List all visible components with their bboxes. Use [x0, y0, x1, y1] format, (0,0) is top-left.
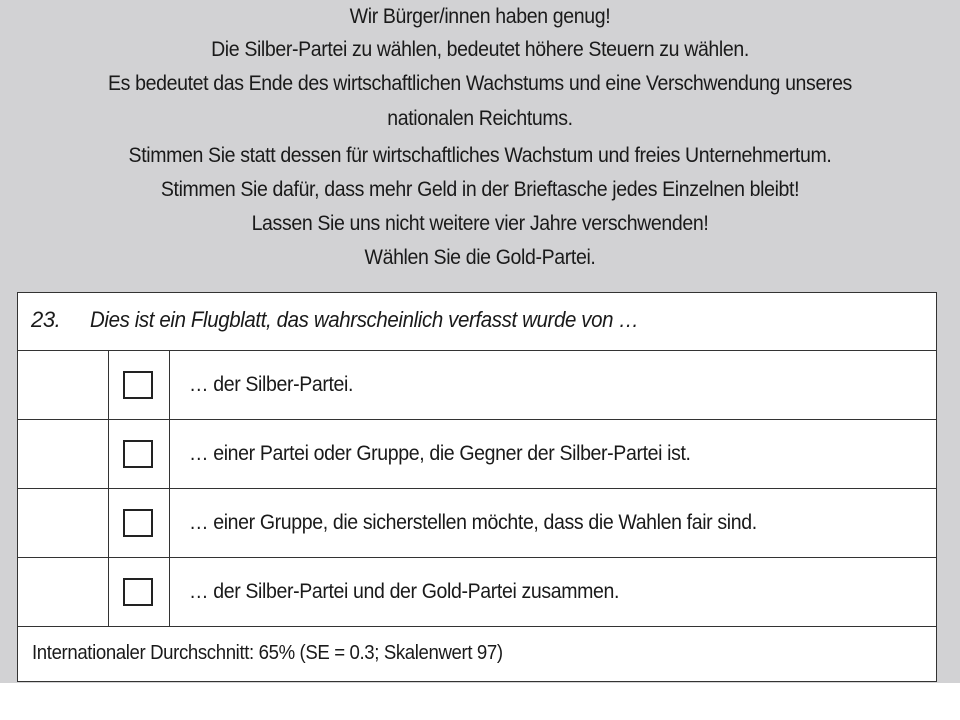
checkbox-cell	[109, 420, 170, 488]
international-average-text: Internationaler Durchschnitt: 65% (SE = 0.3; Skalenwert 97)	[32, 642, 503, 664]
answer-checkbox[interactable]	[123, 440, 153, 468]
blank-cell	[18, 420, 109, 488]
question-box	[17, 292, 937, 682]
statistics-footer	[18, 627, 936, 681]
question-header	[18, 293, 936, 351]
answer-checkbox[interactable]	[123, 578, 153, 606]
checkbox-cell	[109, 558, 170, 626]
answer-option-row[interactable]	[18, 489, 936, 558]
blank-cell	[18, 489, 109, 557]
checkbox-cell	[109, 489, 170, 557]
checkbox-cell	[109, 351, 170, 419]
answer-checkbox[interactable]	[123, 509, 153, 537]
answer-option-label: … einer Partei oder Gruppe, die Gegner der Silber-Partei ist.	[189, 442, 691, 465]
blank-cell	[18, 351, 109, 419]
flyer-line: nationalen Reichtums.	[387, 107, 573, 130]
answer-option-row[interactable]	[18, 351, 936, 420]
flyer-line: Wählen Sie die Gold-Partei.	[364, 246, 596, 269]
flyer-headline: Wir Bürger/innen haben genug!	[349, 5, 611, 28]
answer-option-label: … der Silber-Partei und der Gold-Partei zusammen.	[189, 580, 620, 603]
question-number: 23.	[31, 307, 61, 332]
question-text: Dies ist ein Flugblatt, das wahrscheinlich verfasst wurde von …	[90, 307, 639, 332]
flyer-line: Stimmen Sie statt dessen für wirtschaftliches Wachstum und freies Unternehmertum.	[128, 144, 832, 167]
answer-option-label: … einer Gruppe, die sicherstellen möchte, dass die Wahlen fair sind.	[189, 511, 757, 534]
answer-option-label: … der Silber-Partei.	[189, 373, 354, 396]
blank-cell	[18, 558, 109, 626]
flyer-line: Die Silber-Partei zu wählen, bedeutet höhere Steuern zu wählen.	[211, 38, 749, 61]
answer-option-row[interactable]	[18, 558, 936, 627]
answer-checkbox[interactable]	[123, 371, 153, 399]
flyer-line: Lassen Sie uns nicht weitere vier Jahre verschwenden!	[251, 212, 709, 235]
flyer-line: Es bedeutet das Ende des wirtschaftlichen Wachstums und eine Verschwendung unseres	[108, 72, 852, 95]
answer-option-row[interactable]	[18, 420, 936, 489]
flyer-line: Stimmen Sie dafür, dass mehr Geld in der Brieftasche jedes Einzelnen bleibt!	[160, 178, 800, 201]
